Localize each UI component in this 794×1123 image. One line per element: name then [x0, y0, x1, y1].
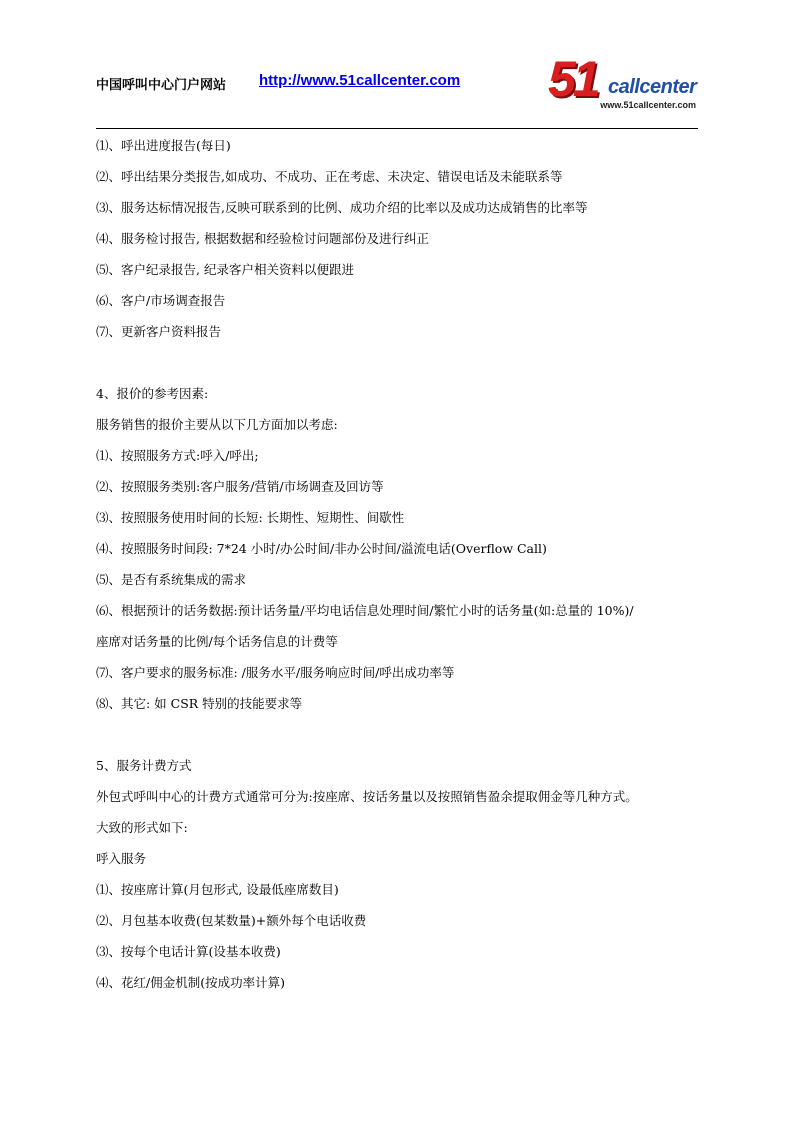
- report-list: [96, 130, 706, 347]
- list-item: ⑹、根据预计的话务数据:预计话务量/平均电话信息处理时间/繁忙小时的话务量(如:总量的 10%)/: [96, 603, 634, 618]
- site-name: 中国呼叫中心门户网站: [96, 78, 227, 93]
- list-item: ⑵、按照服务类别:客户服务/营销/市场调查及回访等: [96, 479, 384, 494]
- list-item: ⑵、月包基本收费(包某数量)+额外每个电话收费: [96, 913, 367, 928]
- section-title: 5、服务计费方式: [96, 758, 192, 773]
- section-intro: 外包式呼叫中心的计费方式通常可分为:按座席、按话务量以及按照销售盈余提取佣金等几种方式。: [96, 789, 638, 804]
- section-title: 4、报价的参考因素:: [96, 386, 209, 401]
- list-item: ⑶、按照服务使用时间的长短: 长期性、短期性、间歇性: [96, 510, 405, 525]
- document-body: [96, 130, 706, 998]
- list-item: ⑷、按照服务时间段: 7*24 小时/办公时间/非办公时间/溢流电话(Overflow Call): [96, 541, 547, 556]
- list-item: ⑻、其它: 如 CSR 特别的技能要求等: [96, 696, 303, 711]
- section-subtitle: 呼入服务: [96, 851, 147, 866]
- list-item: ⑶、按每个电话计算(设基本收费): [96, 944, 281, 959]
- list-item: ⑺、客户要求的服务标准: /服务水平/服务响应时间/呼出成功率等: [96, 665, 455, 680]
- list-item: ⑵、呼出结果分类报告,如成功、不成功、正在考虑、未决定、错误电话及未能联系等: [96, 169, 563, 184]
- section-intro: 服务销售的报价主要从以下几方面加以考虑:: [96, 417, 338, 432]
- list-item: ⑹、客户/市场调查报告: [96, 293, 226, 308]
- list-item: ⑷、花红/佣金机制(按成功率计算): [96, 975, 285, 990]
- list-item-continued: 座席对话务量的比例/每个话务信息的计费等: [96, 634, 338, 649]
- list-item: ⑸、客户纪录报告, 纪录客户相关资料以便跟进: [96, 262, 354, 277]
- billing-section: [96, 750, 706, 998]
- list-item: ⑴、呼出进度报告(每日): [96, 138, 231, 153]
- pricing-section: [96, 378, 706, 719]
- logo-word: callcenter: [608, 76, 697, 98]
- page-header: [96, 51, 698, 129]
- site-url-link[interactable]: http://www.51callcenter.com: [259, 72, 461, 89]
- list-item: ⑷、服务检讨报告, 根据数据和经验检讨问题部份及进行纠正: [96, 231, 429, 246]
- section-intro: 大致的形式如下:: [96, 820, 188, 835]
- list-item: ⑴、按照服务方式:呼入/呼出;: [96, 448, 259, 463]
- logo-url: www.51callcenter.com: [600, 100, 696, 110]
- logo-number: 51: [548, 51, 598, 107]
- list-item: ⑸、是否有系统集成的需求: [96, 572, 247, 587]
- list-item: ⑶、服务达标情况报告,反映可联系到的比例、成功介绍的比率以及成功达成销售的比率等: [96, 200, 588, 215]
- site-logo: [548, 51, 698, 114]
- list-item: ⑴、按座席计算(月包形式, 设最低座席数目): [96, 882, 339, 897]
- list-item: ⑺、更新客户资料报告: [96, 324, 222, 339]
